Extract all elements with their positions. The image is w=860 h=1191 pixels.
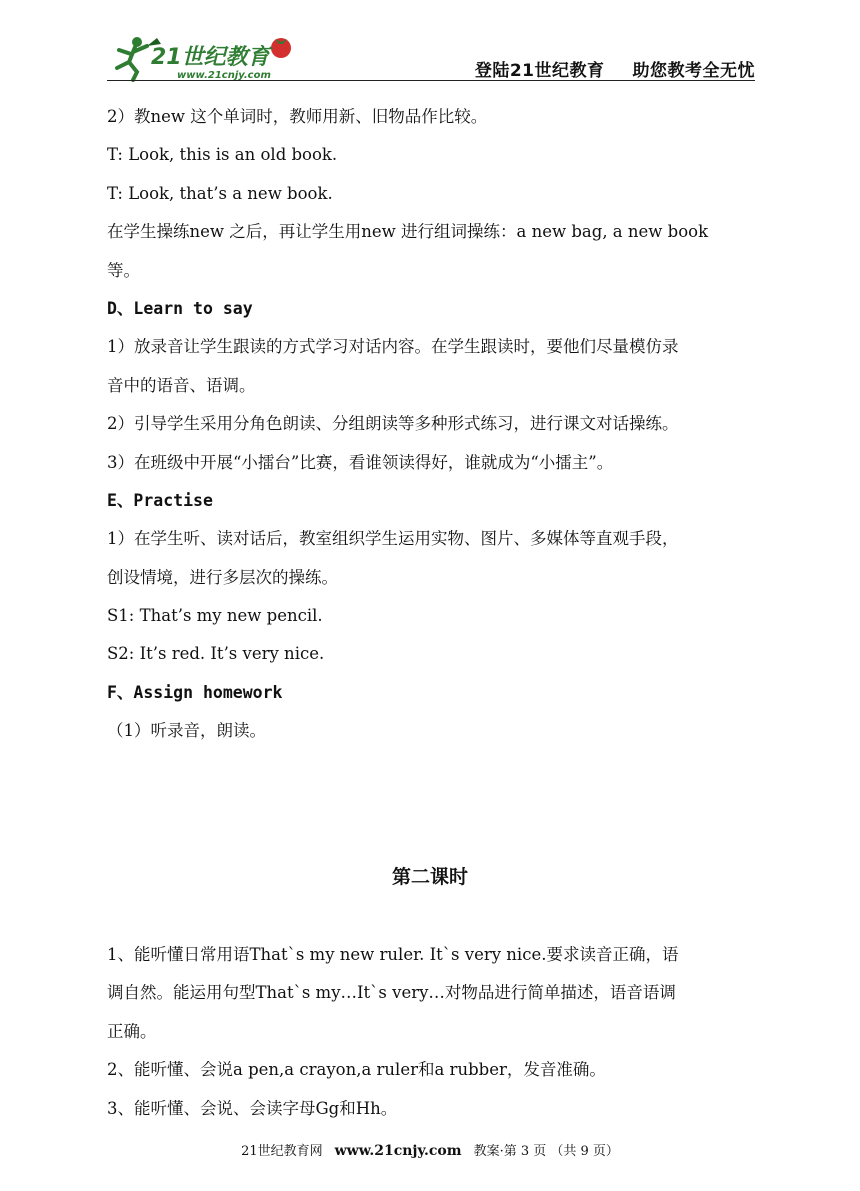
section-heading-practise: E、Practise (107, 490, 213, 510)
footer-url[interactable]: www.21cnjy.com (334, 1143, 462, 1159)
body-line: T: Look, this is an old book. (107, 145, 338, 165)
objective-line: 3、能听懂、会说、会读字母Gg和Hh。 (107, 1098, 398, 1118)
objective-line: 正确。 (107, 1021, 157, 1041)
page-header (107, 28, 755, 80)
document-body (107, 98, 755, 751)
site-logo (107, 32, 317, 82)
logo-url: www.21cnjy.com (177, 70, 271, 81)
body-line: （1）听录音，朗读。 (107, 721, 266, 741)
body-line: 3）在班级中开展“小擂台”比赛，看谁领读得好，谁就成为“小擂主”。 (107, 452, 614, 472)
body-line: 2）教new 这个单词时，教师用新、旧物品作比较。 (107, 107, 488, 126)
body-line: T: Look, that’s a new book. (107, 183, 333, 203)
logo-text: 21世纪教育 (151, 45, 270, 70)
objective-line: 2、能听懂、会说a pen,a crayon,a ruler和a rubber，发音准确。 (107, 1060, 606, 1080)
body-line: 音中的语音、语调。 (107, 375, 256, 395)
header-slogan-left: 登陆21世纪教育 (474, 61, 605, 81)
body-line: 1）在学生听、读对话后，教室组织学生运用实物、图片、多媒体等直观手段， (107, 529, 679, 549)
tomato-icon (271, 38, 291, 58)
lesson-objectives (107, 936, 755, 1128)
objective-line: 1、能听懂日常用语That`s my new ruler. It`s very nice.要求读音正确，语 (107, 945, 679, 964)
page-footer (0, 1140, 860, 1159)
header-divider (107, 80, 755, 81)
section-heading-learn-to-say: D、Learn to say (107, 298, 253, 318)
lesson-title: 第二课时 (391, 866, 468, 888)
body-line: 在学生操练new 之后，再让学生用new 进行组词操练：a new bag, a new book (107, 222, 709, 242)
body-line: S1: That’s my new pencil. (107, 606, 323, 626)
footer-page-info: 教案·第 3 页 （共 9 页） (473, 1144, 619, 1159)
body-line: 1）放录音让学生跟读的方式学习对话内容。在学生跟读时，要他们尽量模仿录 (107, 337, 679, 357)
footer-site: 21世纪教育网 (241, 1144, 323, 1159)
body-line: 2）引导学生采用分角色朗读、分组朗读等多种形式练习，进行课文对话操练。 (107, 414, 679, 434)
body-line: 等。 (107, 260, 140, 280)
body-line: S2: It’s red. It’s very nice. (107, 644, 325, 664)
section-heading-assign-homework: F、Assign homework (107, 682, 283, 702)
objective-line: 调自然。能运用句型That`s my…It`s very…对物品进行简单描述，语音语调 (107, 983, 676, 1003)
header-slogan (475, 56, 755, 81)
body-line: 创设情境，进行多层次的操练。 (107, 567, 338, 587)
header-slogan-right: 助您教考全无忧 (632, 61, 755, 81)
